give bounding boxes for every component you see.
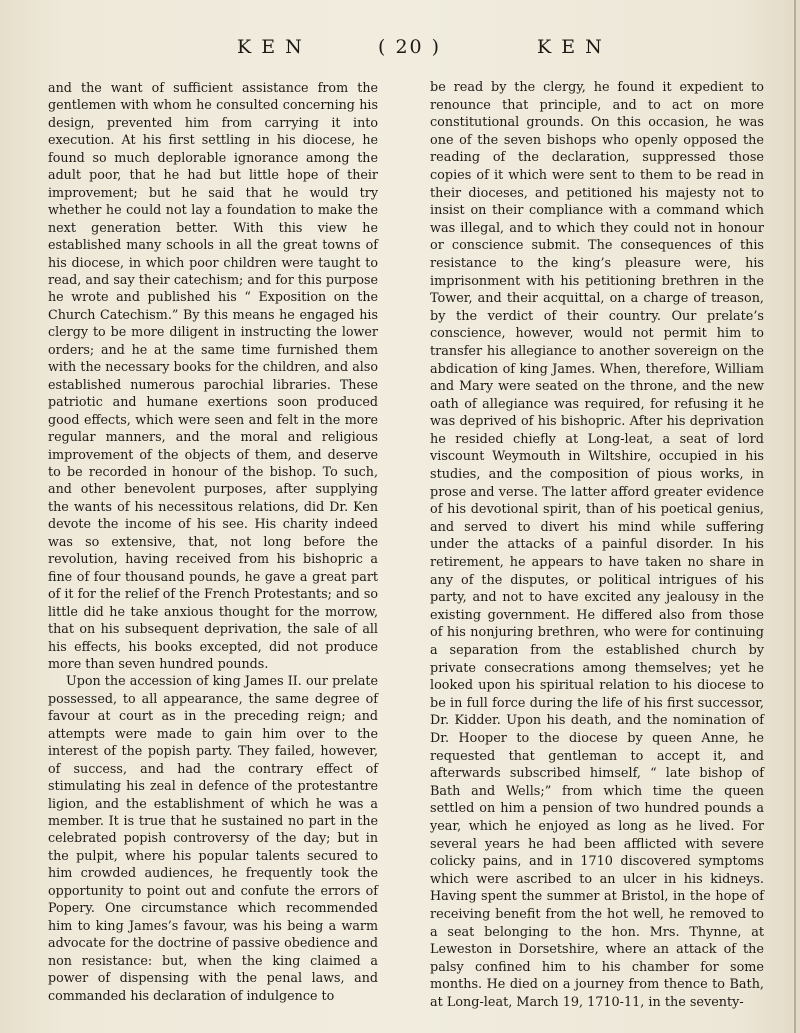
page-edge [794, 0, 796, 1033]
header-right-catchword: K E N [537, 36, 604, 58]
paragraph: Upon the accession of king James II. our prelate possessed, to all appearance, the same degree of favour at court as in the preceding reign; and attempts were made to gain him over to the interest of the popish party. They failed, however, of success, and had the contrary effect of stimulating his zeal in defence of the protestantre ligion, and the establishment of which he was a member. It is true that he sustained no part in the celebrated popish controversy of the day; but in the pulpit, where his popular talents secured to him crowded audiences, he frequently took the opportunity to point out and confute the errors of Popery. One circumstance which recommended him to king James’s favour, was his being a warm advocate for the doctrine of passive obedience and non resistance: but, when the king claimed a power of dispensing with the penal laws, and commanded his declaration of indulgence to [48, 673, 378, 1003]
paragraph: and the want of sufficient assistance from the gentlemen with whom he consulted concerning his design, prevented him from carrying it into execution. At his first settling in his diocese, he found so much deplorable ignorance among the adult poor, that he had but little hope of their improvement; but he said that he would try whether he could not lay a foundation to make the next generation better. With this view he established many schools in all the great towns of his diocese, in which poor children were taught to read, and say their catechism; and for this purpose he wrote and published his “ Exposition on the Church Catechism.” By this means he engaged his clergy to be more diligent in instructing the lower orders; and he at the same time furnished them with the necessary books for the children, and also established numerous parochial libraries. These patriotic and humane exertions soon produced good effects, which were seen and felt in the more regular manners, and the moral and religious improvement of the objects of them, and deserve to be recorded in honour of the bishop. To such, and other benevolent purposes, after supplying the wants of his necessitous relations, did Dr. Ken devote the income of his see. His charity indeed was so extensive, that, not long before the revolution, having received from his bishopric a fine of four thousand pounds, he gave a great part of it for the relief of the French Protestants; and so little did he take anxious thought for the morrow, that on his subsequent deprivation, the sale of all his effects, his books excepted, did not produce more than seven hundred pounds. [48, 80, 378, 671]
header-left-catchword: K E N [237, 36, 304, 58]
running-header [0, 36, 800, 66]
right-column [430, 79, 764, 1011]
paragraph: be read by the clergy, he found it expedient to renounce that principle, and to act on more constitutional grounds. On this occasion, he was one of the seven bishops who openly opposed the reading of the declaration, suppressed those copies of it which were sent to them to be read in their dioceses, and petitioned his majesty not to insist on their compliance with a command which was illegal, and to which they could not in honour or conscience submit. The consequences of this resistance to the king’s pleasure were, his imprisonment with his petitioning brethren in the Tower, and their acquittal, on a charge of treason, by the verdict of their country. Our prelate’s conscience, however, would not permit him to transfer his allegiance to another sovereign on the abdication of king James. When, therefore, William and Mary were seated on the throne, and the new oath of allegiance was required, for refusing it he was deprived of his bishopric. After his deprivation he resided chiefly at Long-leat, a seat of lord viscount Weymouth in Wiltshire, occupied in his studies, and the composition of pious works, in prose and verse. The latter afford greater evidence of his devotional spirit, than of his poetical genius, and served to divert his mind while suffering under the attacks of a painful disorder. In his retirement, he appears to have taken no share in any of the disputes, or political intrigues of his party, and not to have excited any jealousy in the existing government. He differed also from those of his nonjuring brethren, who were for continuing a separation from the established church by private consecrations among themselves; yet he looked upon his spiritual relation to his diocese to be in full force during the life of his first successor, Dr. Kidder. Upon his death, and the nomination of Dr. Hooper to the diocese by queen Anne, he requested that gentleman to accept it, and afterwards subscribed himself, “ late bishop of Bath and Wells;” from which time the queen settled on him a pension of two hundred pounds a year, which he enjoyed as long as he lived. For several years he had been afflicted with severe colicky pains, and in 1710 discovered symptoms which were ascribed to an ulcer in his kidneys. Having spent the summer at Bristol, in the hope of receiving benefit from the hot well, he removed to a seat belonging to the hon. Mrs. Thynne, at Leweston in Dorsetshire, where an attack of the palsy confined him to his chamber for some months. He died on a journey from thence to Bath, at Long-leat, March 19, 1710-11, in the seventy- [430, 80, 764, 1010]
page-number: ( 20 ) [378, 36, 442, 58]
left-column [48, 79, 378, 1004]
